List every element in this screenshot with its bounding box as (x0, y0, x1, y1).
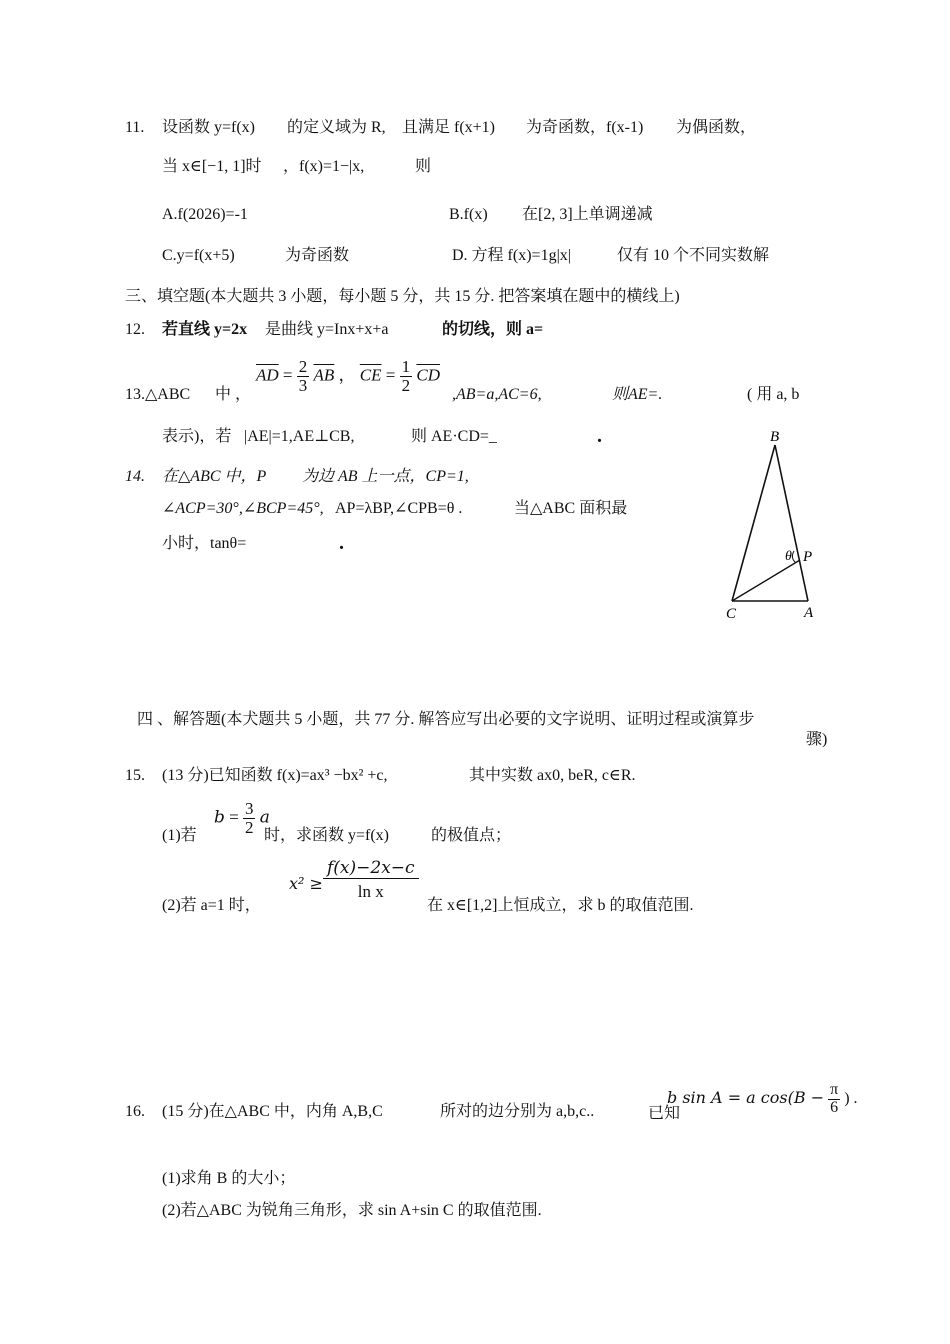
q15-b: 其中实数 ax0, beR, c∈R. (469, 767, 636, 784)
q11-option-c-b: 为奇函数 (285, 247, 350, 264)
var-b: b (214, 807, 225, 828)
label-b: B (770, 429, 780, 445)
q12-b: 是曲线 y=Inx+x+a (265, 321, 389, 338)
q11-option-b-a: B.f(x) (449, 206, 488, 223)
q11-stem-a: 设函数 y=f(x) (162, 119, 256, 136)
q15-part2-lhs: x² ≥ (289, 874, 323, 893)
equals-sign: = (229, 807, 239, 827)
side-bc (732, 445, 775, 601)
vector-ab: $\overline{AB}$ (313, 365, 335, 385)
q12-a: 若直线 y=2x (162, 321, 248, 338)
q15-part2-a: (2)若 a=1 时， (162, 897, 261, 914)
q13-blank-dot: . (597, 425, 602, 447)
fraction-numerator: 2 (298, 357, 308, 376)
q15-part1-d: 的极值点； (431, 827, 512, 844)
q11-option-a: A.f(2026)=-1 (162, 206, 248, 223)
vector-ad: $\overline{AD}$ (256, 365, 279, 385)
triangle-figure (718, 425, 828, 625)
q13-line2-c: 则 AE·CD=_ (411, 428, 497, 445)
label-theta: θ (785, 549, 792, 564)
fraction-numerator: π (830, 1081, 839, 1098)
q15-number: 15. (125, 767, 145, 784)
angle-theta-arc (792, 551, 796, 563)
q11-line2-a: 当 x∈[−1, 1]时 (162, 158, 262, 175)
fraction-inequality (323, 860, 419, 901)
section-4-heading: 四 、解答题(本犬题共 5 小题，共 77 分. 解答应写出必要的文字说明、证明过程或演算步 (137, 711, 755, 728)
q13-note: ( 用 a, b (747, 386, 800, 403)
fraction-numerator: 1 (401, 357, 411, 376)
q13-line2-a: 表示)，若 (162, 428, 232, 445)
q11-option-b-b: 在[2, 3]上单调递减 (522, 206, 653, 223)
label-a: A (804, 605, 814, 621)
q16-formula (667, 1082, 858, 1117)
q16-number: 16. (125, 1103, 145, 1120)
vector-cd: $\overline{CD}$ (416, 365, 440, 385)
equals-sign: = (282, 365, 293, 385)
equals-sign: = (385, 365, 396, 385)
q11-option-d-b: 仅有 10 个不同实数解 (617, 247, 770, 264)
fraction-denominator: 2 (401, 375, 411, 395)
q15-part2-fraction (323, 860, 419, 901)
fraction-one-half (400, 358, 413, 395)
q11-option-c-a: C.y=f(x+5) (162, 247, 235, 264)
q16-part1: (1)求角 B 的大小； (162, 1170, 296, 1187)
q11-stem-d: 为奇函数，f(x-1) (526, 119, 644, 136)
q13-line2-b: |AE|=1,AE⊥CB, (244, 428, 355, 445)
section-3-heading: 三、填空题(本大题共 3 小题，每小题 5 分，共 15 分. 把答案填在题中的横线上) (125, 288, 680, 305)
q13-then: 则AE=. (612, 386, 663, 403)
q13-zhong: 中 ， (215, 386, 252, 403)
fraction-pi-sixth (828, 1082, 840, 1117)
q11-line2-b: ，f(x)=1−|x, (283, 158, 365, 175)
fraction-denominator: ln x (357, 881, 384, 901)
q14-line2-b: AP=λBP,∠CPB=θ . (335, 500, 463, 517)
fraction-denominator: 2 (244, 817, 254, 837)
q14-number: 14. (125, 468, 145, 485)
vector-ce: $\overline{CE}$ (359, 365, 382, 385)
fraction-numerator: 3 (244, 799, 254, 818)
q13-vector-relation (256, 358, 440, 395)
section-4-heading-end: 骤) (806, 731, 828, 748)
q15-part1-c: 时，求函数 y=f(x) (264, 827, 390, 844)
q12-c: 的切线，则 a= (442, 321, 544, 338)
q14-line2-c: 当△ABC 面积最 (514, 500, 628, 517)
q11-stem-e: 为偶函数， (676, 119, 757, 136)
formula-right: ) . (844, 1089, 858, 1107)
q11-stem-c: 且满足 f(x+1) (402, 119, 496, 136)
q14-line1-c: 为边 AB 上一点，CP=1, (302, 468, 469, 485)
q14-blank-dot: . (339, 532, 344, 554)
q13-given: ,AB=a,AC=6, (452, 386, 542, 403)
q11-line2-c: 则 (415, 158, 432, 175)
side-ba (775, 445, 808, 601)
q14-line2-a: ∠ACP=30°,∠BCP=45°, (162, 500, 324, 517)
q11-option-d-a: D. 方程 f(x)=1g|x| (452, 247, 571, 264)
comma: ， (338, 365, 356, 385)
fraction-three-halves (243, 800, 256, 837)
var-a: a (259, 807, 270, 828)
formula-left: b sin A = a cos(B − (667, 1087, 825, 1107)
q11-stem-b: 的定义域为 R, (287, 119, 386, 136)
q14-line3: 小时，tanθ= (162, 535, 247, 552)
q15-a: (13 分)已知函数 f(x)=ax³ −bx² +c, (162, 767, 388, 784)
q15-part2-b: 在 x∈[1,2]上恒成立，求 b 的取值范围. (427, 897, 694, 914)
q15-part1-a: (1)若 (162, 827, 197, 844)
fraction-denominator: 6 (830, 1098, 839, 1116)
fraction-denominator: 3 (298, 375, 308, 395)
label-c: C (726, 606, 737, 622)
q12-number: 12. (125, 321, 145, 338)
q11-number: 11. (125, 119, 145, 136)
q16-part2: (2)若△ABC 为锐角三角形，求 sin A+sin C 的取值范围. (162, 1202, 542, 1219)
label-p: P (803, 549, 813, 565)
q13-prefix: 13.△ABC (125, 386, 191, 403)
q16-a: (15 分)在△ABC 中，内角 A,B,C (162, 1103, 383, 1120)
q16-b: 所对的边分别为 a,b,c.. (440, 1103, 595, 1120)
fraction-two-thirds (297, 358, 310, 395)
fraction-numerator: f(x)−2x−c (323, 860, 419, 879)
q16-known: 已知 (648, 1105, 681, 1122)
q15-part1-formula (214, 800, 270, 837)
q14-line1-b: 在△ABC 中，P (162, 468, 267, 485)
